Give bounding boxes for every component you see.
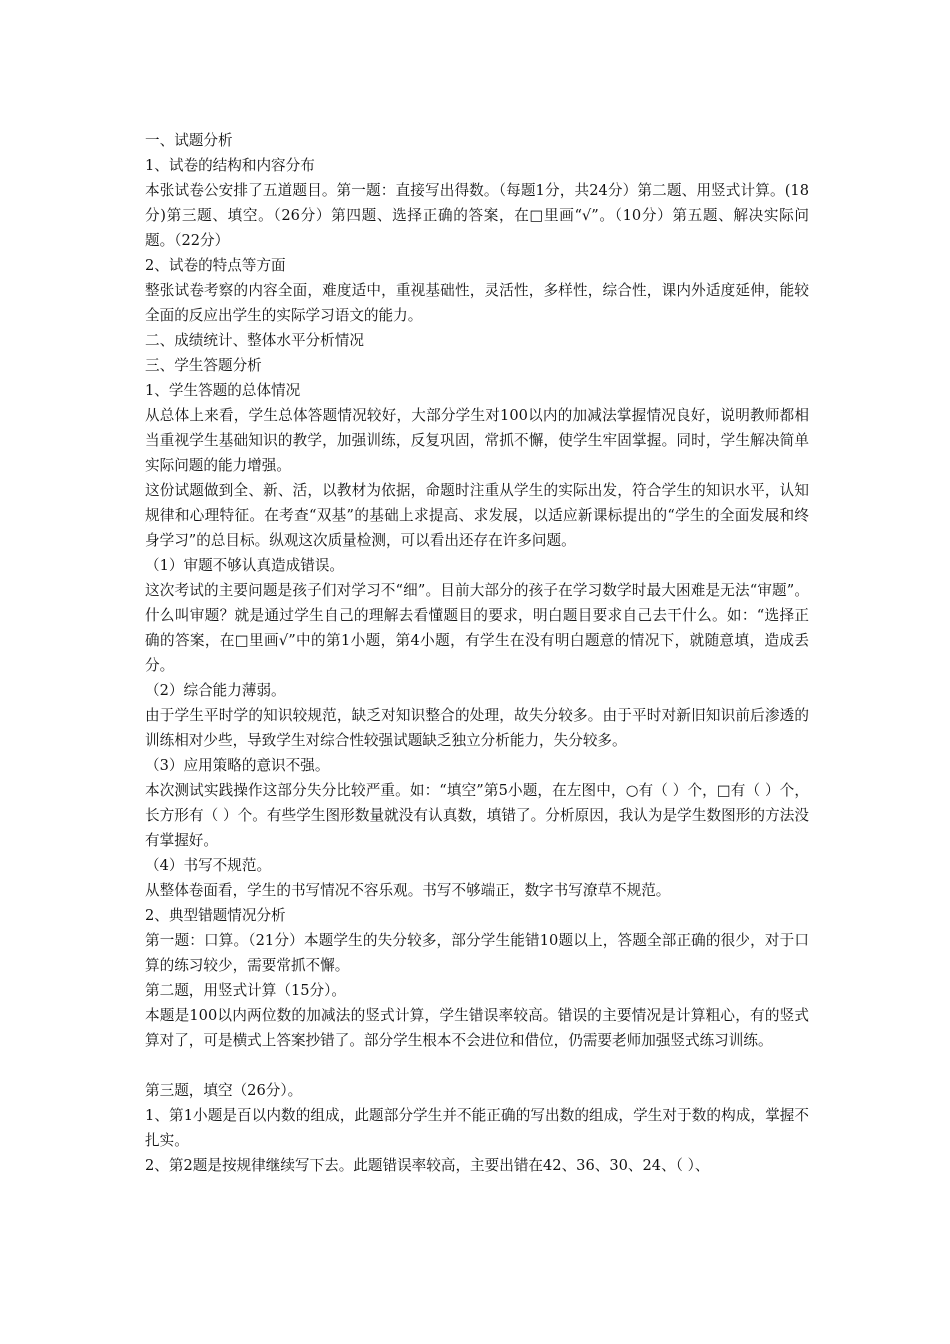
paragraph-point-1: 这次考试的主要问题是孩子们对学习不“细”。目前大部分的孩子在学习数学时最大困难是无法“审题”。什么叫审题？就是通过学生自己的理解去看懂题目的要求，明白题目要求自己去干什么。如：“选择正确的答案，在□里画√”中的第1小题，第4小题，有学生在没有明白题意的情况下，就随意填，造成丢分。 — [145, 582, 809, 674]
paragraph-features: 整张试卷考察的内容全面，难度适中，重视基础性，灵活性，多样性，综合性，课内外适度延伸，能较全面的反应出学生的实际学习语文的能力。 — [145, 282, 809, 324]
section-heading-statistics: 二、成绩统计、整体水平分析情况 — [145, 332, 364, 349]
paragraph-question-1: 第一题：口算。（21分）本题学生的失分较多，部分学生能错10题以上，答题全部正确的很少，对于口算的练习较少，需要常抓不懈。 — [145, 932, 809, 974]
paragraph-point-2: 由于学生平时学的知识较规范，缺乏对知识整合的处理，故失分较多。由于平时对新旧知识前后渗透的训练相对少些，导致学生对综合性较强试题缺乏独立分析能力，失分较多。 — [145, 707, 809, 749]
point-heading-4: （4）书写不规范。 — [145, 857, 272, 874]
blank-line — [145, 1053, 809, 1078]
paragraph-overall: 从总体上来看，学生总体答题情况较好，大部分学生对100以内的加减法掌握情况良好，说明教师都相当重视学生基础知识的教学，加强训练，反复巩固，常抓不懈，使学生牢固掌握。同时，学生解决简单实际问题的能力增强。 — [145, 407, 809, 474]
point-heading-2: （2）综合能力薄弱。 — [145, 682, 286, 699]
subheading-typical-errors: 2、典型错题情况分析 — [145, 907, 286, 924]
point-heading-1: （1）审题不够认真造成错误。 — [145, 557, 345, 574]
paragraph-point-4: 从整体卷面看，学生的书写情况不容乐观。书写不够端正，数字书写潦草不规范。 — [145, 882, 671, 899]
heading-question-2: 第二题，用竖式计算（15分）。 — [145, 982, 346, 999]
document-body — [145, 128, 809, 1178]
subheading-features: 2、试卷的特点等方面 — [145, 257, 286, 274]
section-heading-answers: 三、学生答题分析 — [145, 357, 262, 374]
point-heading-3: （3）应用策略的意识不强。 — [145, 757, 330, 774]
paragraph-question-3-item-2: 2、第2题是按规律继续写下去。此题错误率较高，主要出错在42、36、30、24、（ ）、 — [145, 1157, 710, 1174]
paragraph-question-2: 本题是100以内两位数的加减法的竖式计算，学生错误率较高。错误的主要情况是计算粗心，有的竖式算对了，可是横式上答案抄错了。部分学生根本不会进位和借位，仍需要老师加强竖式练习训练。 — [145, 1007, 809, 1049]
subheading-overall: 1、学生答题的总体情况 — [145, 382, 301, 399]
paragraph-point-3: 本次测试实践操作这部分失分比较严重。如：“填空”第5小题，在左图中，○有（ ）个，□有（ ）个，长方形有（ ）个。有些学生图形数量就没有认真数，填错了。分析原因，我认为是学生数图形的方法没有掌握好。 — [145, 782, 809, 849]
heading-question-3: 第三题，填空（26分）。 — [145, 1082, 303, 1099]
section-heading-analysis: 一、试题分析 — [145, 132, 233, 149]
paragraph-exam-quality: 这份试题做到全、新、活，以教材为依据，命题时注重从学生的实际出发，符合学生的知识水平，认知规律和心理特征。在考查“双基”的基础上求提高、求发展，以适应新课标提出的“学生的全面发展和终身学习”的总目标。纵观这次质量检测，可以看出还存在许多问题。 — [145, 482, 809, 549]
paragraph-question-3-item-1: 1、第1小题是百以内数的组成，此题部分学生并不能正确的写出数的组成，学生对于数的构成，掌握不扎实。 — [145, 1107, 809, 1149]
paragraph-structure: 本张试卷公安排了五道题目。第一题：直接写出得数。（每题1分，共24分）第二题、用竖式计算。(18分)第三题、填空。（26分）第四题、选择正确的答案，在□里画“√”。（10分）第五题、解决实际问题。（22分） — [145, 182, 809, 249]
subheading-structure: 1、试卷的结构和内容分布 — [145, 157, 315, 174]
